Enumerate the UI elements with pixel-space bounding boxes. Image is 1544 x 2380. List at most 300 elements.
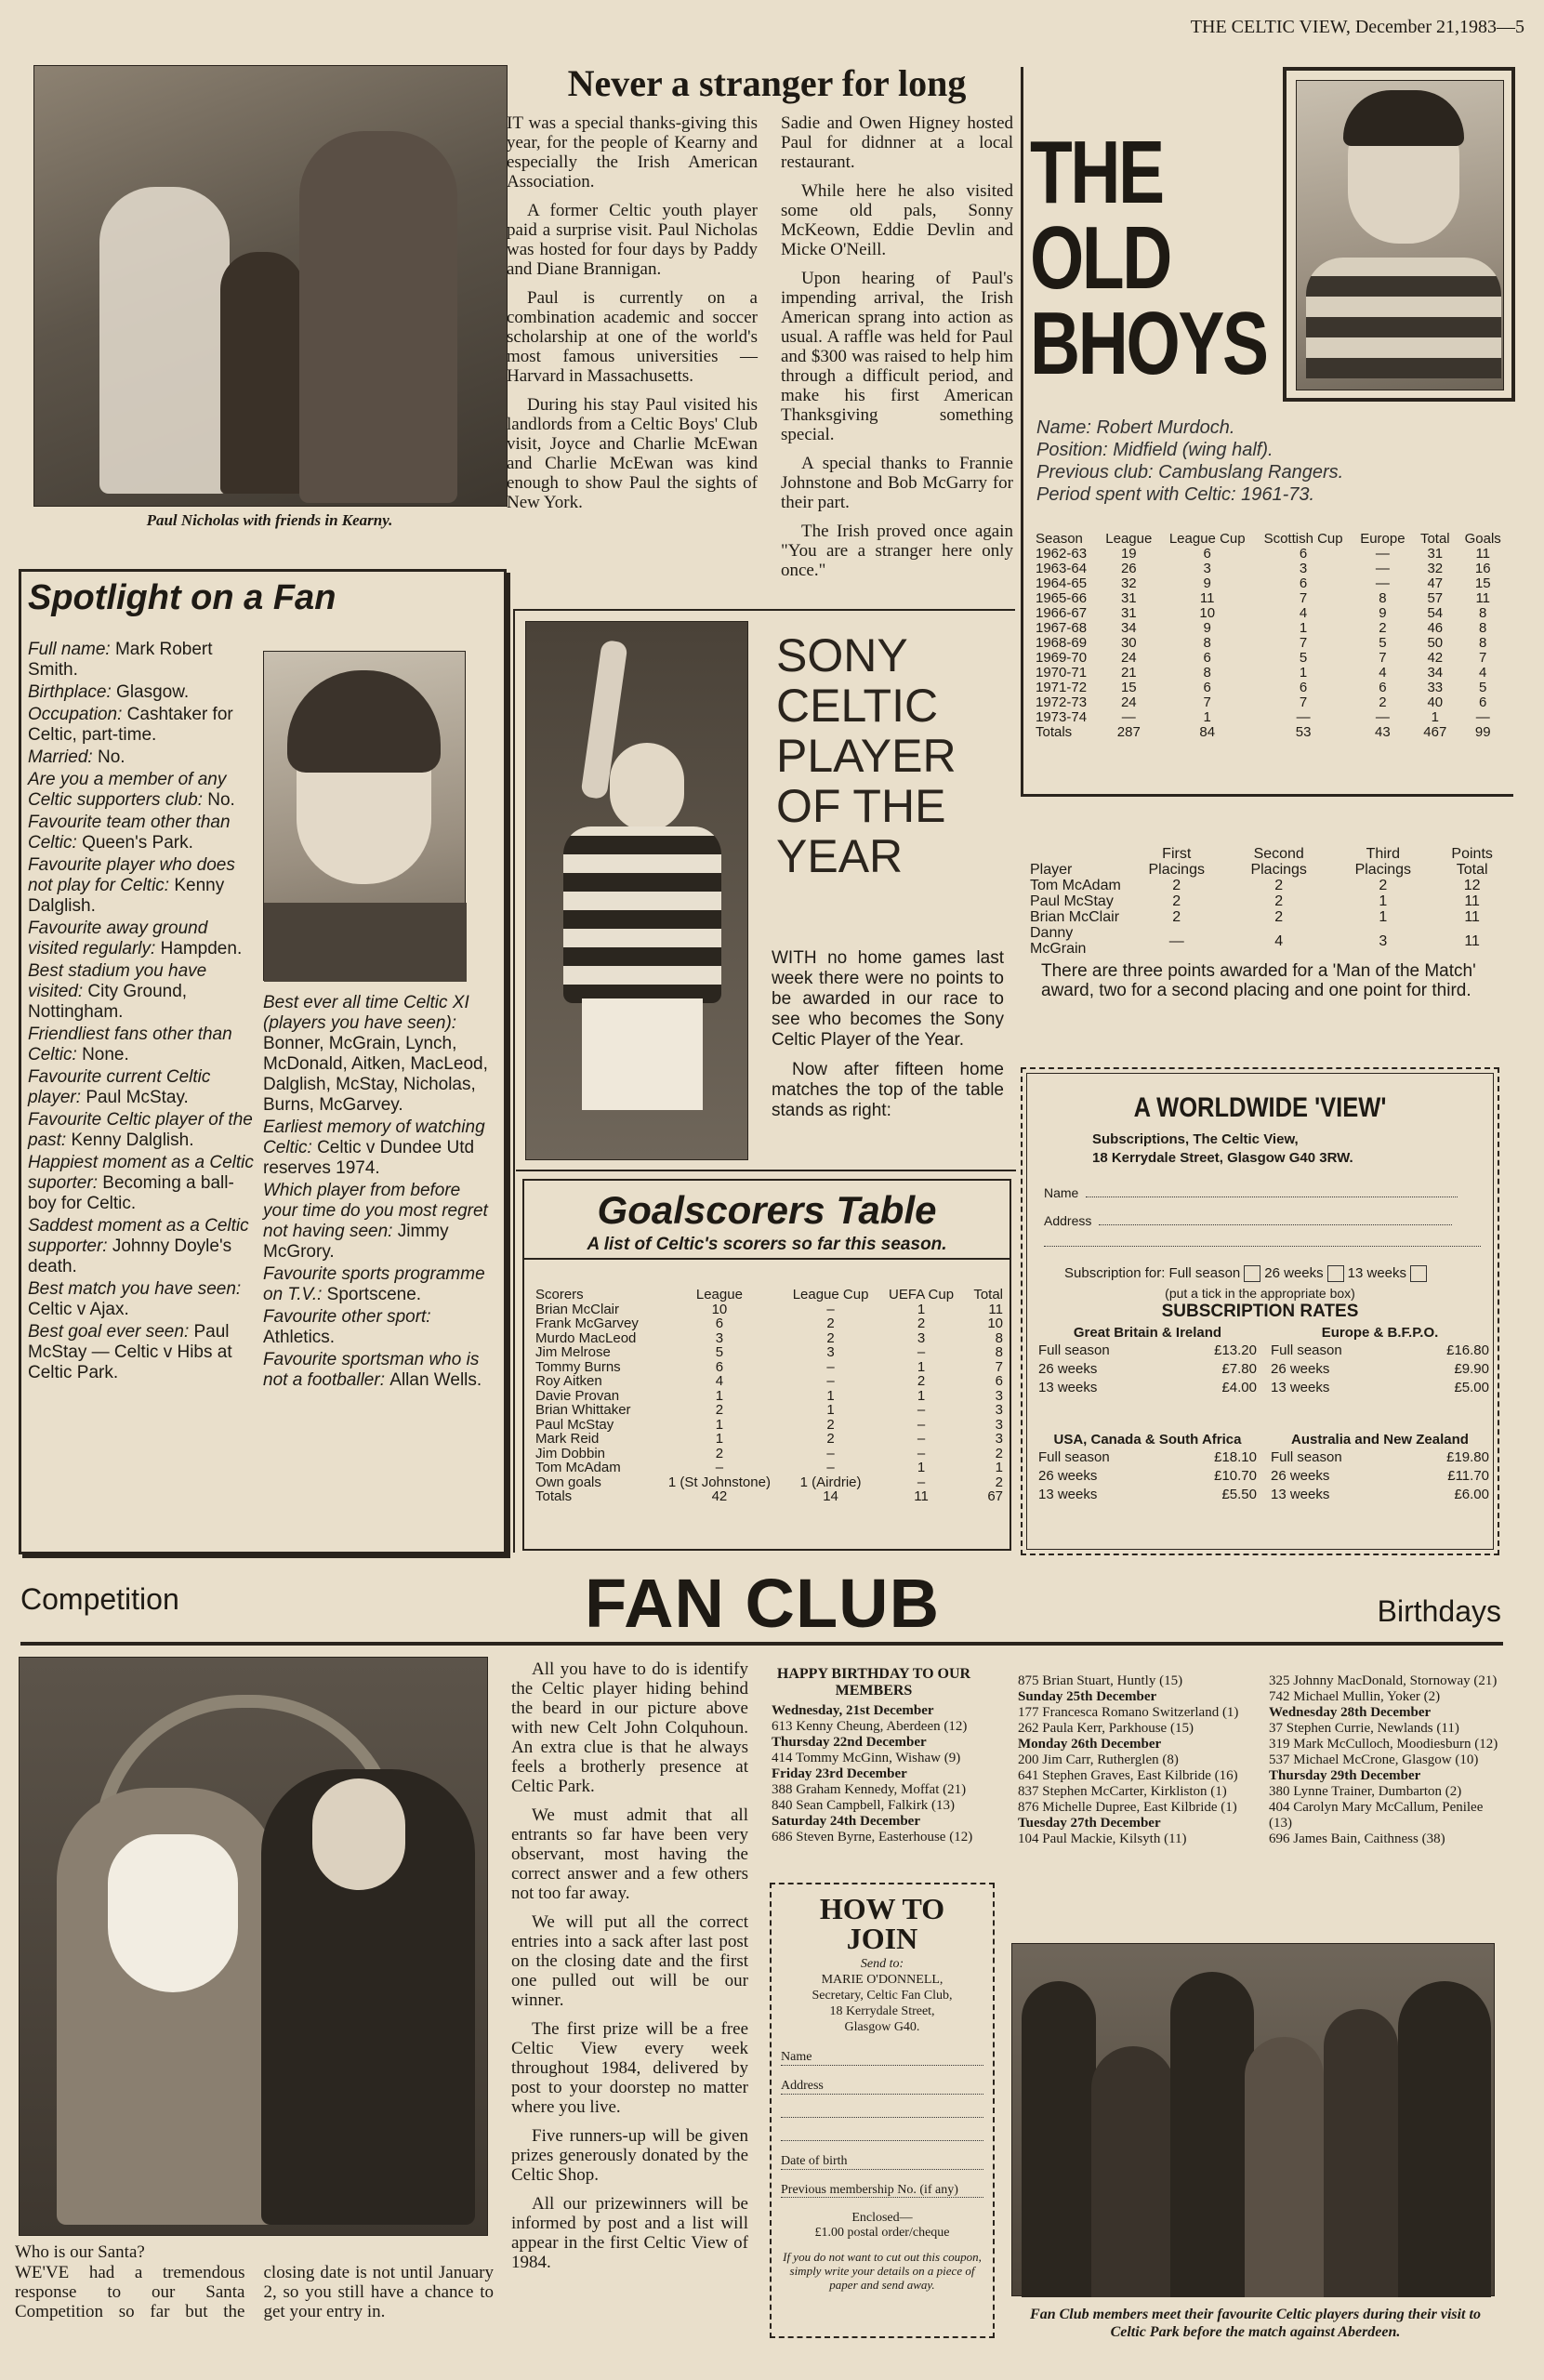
paragraph: WITH no home games last week there were no points to be awarded in our race to see who becomes the Sony Celtic Player of the Year.	[772, 948, 1004, 1050]
table-header: Second Placings	[1250, 846, 1307, 878]
qa-question: Best goal ever seen:	[28, 1322, 194, 1342]
region-name: Europe & B.F.P.O.	[1321, 1325, 1439, 1341]
qa-question: Best ever all time Celtic XI (players you have seen):	[263, 993, 469, 1033]
rate-line	[1271, 1448, 1489, 1467]
howto-note: If you do not want to cut out this coupon, simply write your details on a piece of paper and send away.	[783, 2250, 982, 2292]
table-cell: Own goals	[535, 1474, 601, 1490]
weeks13-checkbox[interactable]	[1410, 1265, 1427, 1282]
address-line: Secretary, Celtic Fan Club,	[812, 1989, 953, 2003]
table-cell: Roy Aitken	[535, 1373, 602, 1389]
qa-answer: No.	[97, 747, 125, 767]
spotlight-right-answers	[263, 993, 491, 1393]
table-cell: 1	[917, 1358, 926, 1375]
photo-shirt	[264, 903, 467, 982]
address-line	[1099, 1224, 1452, 1225]
qa-item	[28, 747, 256, 768]
address-line: MARIE O'DONNELL,	[821, 1973, 944, 1987]
rate-period: 13 weeks	[1038, 1487, 1098, 1502]
table-cell: 14	[823, 1488, 838, 1504]
table-cell: 1	[917, 1387, 926, 1404]
qa-item	[263, 1181, 491, 1263]
table-cell: 4	[715, 1373, 724, 1389]
photo-jersey	[563, 826, 721, 1003]
table-cell: 6	[1299, 546, 1308, 562]
sub-for-label: Subscription for: Full season	[1064, 1265, 1241, 1281]
birthday-entry: 414 Tommy McGinn, Wishaw (9)	[772, 1751, 961, 1765]
qa-question: Are you a member of any Celtic supporters club:	[28, 770, 227, 810]
table-cell: 99	[1474, 724, 1491, 740]
smith-photo	[263, 651, 466, 981]
howto-fields	[781, 2044, 983, 2198]
table-cell: Danny McGrain	[1030, 925, 1087, 957]
rate-price: £10.70	[1214, 1468, 1257, 1484]
murdoch-stats-table	[1030, 532, 1509, 740]
table-cell: 32	[1120, 575, 1137, 591]
table-cell: 10	[1199, 605, 1216, 621]
qa-item	[28, 813, 256, 853]
birthday-entry: 325 Johnny MacDonald, Stornoway (21)	[1269, 1673, 1498, 1688]
birthday-entry: 840 Sean Campbell, Falkirk (13)	[772, 1798, 956, 1813]
table-cell: 6	[1203, 680, 1211, 695]
qa-question: Favourite player who does not play for Celtic:	[28, 855, 235, 895]
table-cell: 6	[995, 1373, 1003, 1389]
table-cell: 3	[715, 1329, 724, 1346]
qa-answer: Paul McStay — Celtic v Hibs at Celtic Park.	[28, 1322, 232, 1382]
table-cell: 7	[1379, 650, 1387, 666]
photo-shorts	[582, 998, 703, 1110]
murdoch-photo	[1296, 80, 1504, 390]
birthday-entry: 104 Paul Mackie, Kilsyth (11)	[1018, 1831, 1187, 1846]
subscription-choice	[1064, 1265, 1431, 1282]
qa-item	[28, 1279, 256, 1320]
qa-answer: Sportscene.	[326, 1285, 422, 1304]
table-cell: 33	[1427, 680, 1444, 695]
qa-question: Favourite current Celtic player:	[28, 1067, 211, 1107]
column-rule	[513, 609, 1015, 611]
birthday-entry: 875 Brian Stuart, Huntly (15)	[1018, 1673, 1183, 1688]
sony-title	[776, 630, 1009, 881]
table-cell: 24	[1120, 694, 1137, 710]
profile-line: Previous club: Cambuslang Rangers.	[1036, 462, 1344, 483]
table-cell: 2	[995, 1474, 1003, 1490]
qa-answer: Athletics.	[263, 1328, 336, 1347]
table-cell: 1	[1431, 709, 1439, 725]
table-header: UEFA Cup	[889, 1287, 955, 1302]
weeks26-checkbox[interactable]	[1327, 1265, 1344, 1282]
table-row	[1030, 651, 1509, 666]
table-cell: 8	[995, 1344, 1003, 1360]
table-cell: 46	[1427, 620, 1444, 636]
table-cell: Tom McAdam	[535, 1460, 621, 1475]
old-bhoys-title	[1030, 123, 1267, 393]
table-cell: 31	[1120, 605, 1137, 621]
birthday-day: Thursday 29th December	[1269, 1768, 1421, 1783]
birthday-entry: 876 Michelle Dupree, East Kilbride (1)	[1018, 1800, 1237, 1815]
worldwide-addr2: 18 Kerrydale Street, Glasgow G40 3RW.	[1092, 1150, 1353, 1166]
rate-price: £11.70	[1447, 1468, 1489, 1484]
table-cell: 8	[1203, 635, 1211, 651]
santa-photo	[19, 1657, 488, 2236]
worldwide-title: A WORLDWIDE 'VIEW'	[1133, 1092, 1387, 1123]
rate-line	[1271, 1486, 1489, 1504]
table-cell: 9	[1379, 605, 1387, 621]
table-cell: 30	[1120, 635, 1137, 651]
howto-dob-field[interactable]: Date of birth	[781, 2141, 983, 2170]
worldwide-addr1: Subscriptions, The Celtic View,	[1092, 1131, 1299, 1147]
qa-question: Married:	[28, 747, 98, 767]
rate-line	[1271, 1379, 1489, 1397]
photo-figure	[299, 131, 457, 503]
table-cell: 8	[1203, 665, 1211, 681]
table-cell: 6	[1299, 575, 1308, 591]
birthday-entry: 537 Michael McCrone, Glasgow (10)	[1269, 1752, 1479, 1767]
paragraph: A former Celtic youth player paid a surprise visit. Paul Nicholas was hosted for four days by Paddy and Diane Brannigan.	[507, 201, 758, 279]
qa-question: Friendliest fans other than Celtic:	[28, 1025, 232, 1064]
table-row	[1030, 606, 1509, 621]
qa-answer: Hampden.	[160, 939, 243, 959]
rate-line	[1038, 1448, 1257, 1467]
qa-item	[28, 1110, 256, 1151]
table-cell: 1970-71	[1036, 665, 1088, 681]
qa-item	[28, 1216, 256, 1277]
santa-caption-head: Who is our Santa?	[15, 2242, 145, 2262]
table-cell: 53	[1295, 724, 1312, 740]
qa-question: Earliest memory of watching Celtic:	[263, 1117, 485, 1157]
rate-price: £13.20	[1214, 1342, 1257, 1358]
table-cell: 2	[917, 1316, 926, 1331]
table-cell: —	[1296, 709, 1311, 725]
table-row	[530, 1345, 1009, 1360]
rate-period: 13 weeks	[1271, 1487, 1330, 1502]
paragraph: The Irish proved once again "You are a stranger here only once."	[781, 522, 1013, 580]
table-cell: 32	[1427, 561, 1444, 576]
table-cell: –	[917, 1431, 926, 1447]
table-cell: —	[1475, 709, 1490, 725]
table-cell: 2	[1172, 909, 1181, 925]
table-header: Goals	[1464, 531, 1501, 547]
enclosed-line: £1.00 postal order/cheque	[814, 2226, 950, 2240]
table-header: Player	[1030, 862, 1073, 878]
title-line: OF THE	[776, 780, 946, 832]
howto-address-line[interactable]	[781, 2095, 983, 2118]
table-cell: 43	[1375, 724, 1391, 740]
table-cell: 19	[1120, 546, 1137, 562]
table-cell: 3	[826, 1344, 835, 1360]
birthdays-label: Birthdays	[1377, 1594, 1501, 1628]
name-label: Name	[1044, 1185, 1079, 1200]
table-cell: 1965-66	[1036, 590, 1088, 606]
birthday-entry: 388 Graham Kennedy, Moffat (21)	[772, 1782, 967, 1797]
table-cell: 1	[1299, 620, 1308, 636]
santa-text: WE'VE had a tremendous response to our Santa Competition so far but the closing date is not until January 2, so you still have a chance to get your entry in.	[15, 2263, 494, 2321]
rate-period: Full season	[1271, 1449, 1342, 1465]
fanclub-title: FAN CLUB	[584, 1565, 941, 1642]
howto-address-line[interactable]	[781, 2118, 983, 2141]
rate-line	[1038, 1379, 1257, 1397]
howto-address-field[interactable]: Address	[781, 2066, 983, 2095]
table-cell: 11	[914, 1488, 929, 1504]
table-cell: –	[826, 1358, 835, 1375]
paragraph: A special thanks to Frannie Johnstone and Bob McGarry for their part.	[781, 454, 1013, 512]
coupon-inner	[1026, 1073, 1494, 1550]
table-row	[530, 1418, 1009, 1433]
table-cell: 6	[715, 1316, 724, 1331]
murdoch-photo-frame	[1283, 67, 1515, 402]
birthday-entry: 641 Stephen Graves, East Kilbride (16)	[1018, 1768, 1238, 1783]
table-row	[1030, 562, 1509, 576]
address-line: 18 Kerrydale Street,	[829, 2004, 935, 2018]
qa-answer: Becoming a ball-boy for Celtic.	[28, 1173, 234, 1213]
table-cell: 1971-72	[1036, 680, 1088, 695]
birthday-entry: 177 Francesca Romano Switzerland (1)	[1018, 1705, 1239, 1720]
table-cell: –	[826, 1460, 835, 1475]
table-cell: –	[917, 1416, 926, 1433]
table-header: Scorers	[535, 1287, 584, 1302]
coupon-name-field[interactable]	[1044, 1185, 1481, 1200]
table-cell: 11	[1199, 590, 1215, 606]
qa-item	[263, 1117, 491, 1179]
birthday-entry: 262 Paula Kerr, Parkhouse (15)	[1018, 1721, 1194, 1736]
table-row	[530, 1489, 1009, 1504]
qa-question: Saddest moment as a Celtic supporter:	[28, 1216, 249, 1256]
paragraph: All our prizewinners will be informed by post and a list will appear in the first Celtic View of 1984.	[511, 2194, 748, 2272]
birthday-entry: 686 Steven Byrne, Easterhouse (12)	[772, 1830, 973, 1844]
table-cell: 31	[1120, 590, 1137, 606]
qa-item	[28, 1322, 256, 1383]
rate-region	[1038, 1432, 1257, 1504]
birthday-day: Sunday 25th December	[1018, 1689, 1157, 1704]
table-row	[1024, 878, 1512, 893]
table-cell: 11	[1464, 932, 1480, 949]
rate-period: 26 weeks	[1271, 1361, 1330, 1377]
table-cell: Paul McStay	[535, 1416, 614, 1433]
worldwide-coupon	[1021, 1067, 1499, 1555]
table-cell: Brian McClair	[535, 1301, 620, 1317]
qa-item	[28, 1025, 256, 1065]
table-cell: 5	[715, 1344, 724, 1360]
table-cell: 5	[1379, 635, 1387, 651]
qa-answer: Bonner, McGrain, Lynch, McDonald, Aitken, MacLeod, Dalglish, McStay, Nicholas, Burns, McGarvey.	[263, 1034, 488, 1115]
table-cell: 8	[1479, 620, 1487, 636]
table-cell: 5	[1299, 650, 1308, 666]
table-cell: 15	[1120, 680, 1137, 695]
table-cell: 1969-70	[1036, 650, 1088, 666]
birthdays-col2	[1018, 1673, 1264, 1847]
table-cell: 5	[1479, 680, 1487, 695]
goalscorers-table	[530, 1288, 1009, 1504]
qa-item	[28, 919, 256, 959]
qa-question: Best match you have seen:	[28, 1279, 242, 1299]
qa-item	[263, 1350, 491, 1391]
birthday-entry: 37 Stephen Currie, Newlands (11)	[1269, 1721, 1459, 1736]
table-row	[530, 1316, 1009, 1331]
kearny-photo	[33, 65, 508, 507]
rate-line	[1038, 1467, 1257, 1486]
qa-answer: Jimmy McGrory.	[263, 1222, 449, 1262]
birthday-entry: 404 Carolyn Mary McCallum, Penilee (13)	[1269, 1800, 1484, 1831]
rate-period: 26 weeks	[1271, 1468, 1330, 1484]
rates-title: SUBSCRIPTION RATES	[1161, 1302, 1359, 1321]
qa-answer: City Ground, Nottingham.	[28, 982, 188, 1022]
paragraph: Paul is currently on a combination academic and soccer scholarship at one of the world's most famous universities — Harvard in Massachusetts.	[507, 288, 758, 386]
table-header: League Cup	[792, 1287, 869, 1302]
table-row	[1030, 621, 1509, 636]
qa-answer: Johnny Doyle's death.	[28, 1236, 232, 1276]
table-cell: 57	[1427, 590, 1444, 606]
table-cell: 1	[715, 1387, 724, 1404]
table-cell: 6	[715, 1358, 724, 1375]
address-label: Address	[1044, 1213, 1092, 1228]
table-cell: 1	[1379, 909, 1388, 925]
title-line: YEAR	[776, 830, 904, 882]
rate-price: £5.00	[1454, 1380, 1489, 1395]
paragraph: During his stay Paul visited his landlords from a Celtic Boys' Club visit, Joyce and Charlie McEwan and Charlie McEwan was kind enough to show Paul the sights of New York.	[507, 395, 758, 512]
rate-period: 13 weeks	[1038, 1380, 1098, 1395]
table-cell: 3	[1379, 932, 1388, 949]
table-cell: —	[1375, 709, 1390, 725]
table-row	[530, 1374, 1009, 1389]
birthday-day: Saturday 24th December	[772, 1814, 920, 1829]
paragraph: Sadie and Owen Higney hosted Paul for didnner at a local restaurant.	[781, 113, 1013, 172]
birthday-day: Thursday 22nd December	[772, 1735, 927, 1750]
table-cell: 40	[1427, 694, 1444, 710]
photo-figure	[1170, 1972, 1254, 2297]
rate-price: £7.80	[1221, 1361, 1257, 1377]
fanclub-rule	[20, 1642, 1503, 1646]
table-cell: 1962-63	[1036, 546, 1088, 562]
table-cell: —	[1375, 546, 1390, 562]
table-row	[1030, 666, 1509, 681]
paragraph: Five runners-up will be given prizes generously donated by the Celtic Shop.	[511, 2126, 748, 2185]
table-cell: 1968-69	[1036, 635, 1088, 651]
table-row	[530, 1447, 1009, 1461]
table-cell: 7	[1203, 694, 1211, 710]
qa-answer: No.	[207, 790, 235, 810]
table-cell: 1	[826, 1402, 835, 1418]
qa-answer: Kenny Dalglish.	[28, 876, 225, 916]
table-cell: 1 (Airdrie)	[799, 1474, 862, 1490]
how-to-join-coupon	[770, 1883, 995, 2338]
birthday-entry: 696 James Bain, Caithness (38)	[1269, 1831, 1445, 1846]
birthday-entry: 837 Stephen McCarter, Kirkliston (1)	[1018, 1784, 1227, 1799]
table-cell: –	[826, 1445, 835, 1461]
table-cell: Brian Whittaker	[535, 1402, 631, 1418]
column-rule	[516, 1170, 1016, 1171]
paragraph: Now after fifteen home matches the top of the table stands as right:	[772, 1060, 1004, 1120]
rate-period: 26 weeks	[1038, 1468, 1098, 1484]
page-header: THE CELTIC VIEW, December 21,1983—5	[1190, 17, 1524, 37]
rate-period: Full season	[1038, 1449, 1110, 1465]
table-cell: 7	[1299, 590, 1308, 606]
table-cell: 11	[1464, 909, 1480, 925]
table-cell: 2	[1274, 893, 1284, 909]
photo-beard	[108, 1834, 238, 1992]
coupon-address-field[interactable]	[1044, 1213, 1481, 1228]
table-cell: 1963-64	[1036, 561, 1088, 576]
table-cell: 2	[1172, 893, 1181, 909]
table-cell: 1972-73	[1036, 694, 1088, 710]
column-rule	[513, 609, 515, 1553]
table-cell: –	[826, 1373, 835, 1389]
table-cell: –	[917, 1402, 926, 1418]
table-header: League	[695, 1287, 743, 1302]
table-row	[1030, 681, 1509, 695]
table-cell: 467	[1423, 724, 1447, 740]
rate-line	[1271, 1467, 1489, 1486]
table-row	[1024, 925, 1512, 957]
table-cell: 7	[1299, 635, 1308, 651]
table-cell: 8	[1379, 590, 1387, 606]
photo-hair	[1343, 90, 1464, 146]
qa-item	[263, 993, 491, 1116]
table-cell: 9	[1203, 575, 1211, 591]
table-cell: 24	[1120, 650, 1137, 666]
table-cell: Mark Reid	[535, 1431, 600, 1447]
table-cell: 3	[995, 1416, 1003, 1433]
rate-line	[1271, 1360, 1489, 1379]
full-season-checkbox[interactable]	[1244, 1265, 1260, 1282]
title-line: BHOYS	[1030, 294, 1267, 393]
paragraph: We will put all the correct entries into a sack after last post on the closing date and the first one pulled out will be our winner.	[511, 1912, 748, 2010]
competition-label: Competition	[20, 1582, 179, 1616]
table-cell: 67	[987, 1488, 1003, 1504]
table-cell: Jim Melrose	[535, 1344, 611, 1360]
birthday-day: Friday 23rd December	[772, 1766, 907, 1781]
table-cell: 2	[917, 1373, 926, 1389]
qa-question: Happiest moment as a Celtic suporter:	[28, 1153, 254, 1193]
rate-region	[1271, 1325, 1489, 1397]
howto-membership-field[interactable]: Previous membership No. (if any)	[781, 2170, 983, 2198]
qa-item	[28, 640, 256, 681]
table-row	[1030, 695, 1509, 710]
table-cell: 8	[995, 1329, 1003, 1346]
qa-question: Best stadium you have visited:	[28, 961, 207, 1001]
table-cell: 54	[1427, 605, 1444, 621]
table-cell: 1964-65	[1036, 575, 1088, 591]
table-cell: —	[1375, 561, 1390, 576]
rate-period: 13 weeks	[1271, 1380, 1330, 1395]
table-cell: 6	[1203, 650, 1211, 666]
table-header: Third Placings	[1354, 846, 1412, 878]
rate-period: Full season	[1038, 1342, 1110, 1358]
table-cell: 3	[917, 1329, 926, 1346]
table-cell: 1	[917, 1460, 926, 1475]
howto-name-field[interactable]: Name	[781, 2044, 983, 2066]
birthday-day: Monday 26th December	[1018, 1737, 1162, 1752]
birthday-title: HAPPY BIRTHDAY TO OUR MEMBERS	[776, 1666, 971, 1699]
birthday-day: Tuesday 27th December	[1018, 1816, 1161, 1831]
qa-answer: Mark Robert Smith.	[28, 640, 213, 680]
table-cell: 2	[1274, 878, 1284, 893]
profile-line: Name: Robert Murdoch.	[1036, 417, 1235, 438]
qa-item	[28, 770, 256, 811]
table-cell: Totals	[1036, 724, 1073, 740]
table-cell: 1 (St Johnstone)	[667, 1474, 771, 1490]
title-line: THE	[1030, 123, 1163, 222]
qa-answer: Allan Wells.	[389, 1370, 482, 1390]
table-cell: 2	[1379, 620, 1387, 636]
table-cell: 8	[1479, 635, 1487, 651]
photo-figure	[99, 187, 230, 494]
table-cell: 3	[1299, 561, 1308, 576]
birthday-entry: 200 Jim Carr, Rutherglen (8)	[1018, 1752, 1179, 1767]
fanclub-group-photo	[1011, 1943, 1495, 2296]
table-cell: 9	[1203, 620, 1211, 636]
table-cell: 2	[826, 1416, 835, 1433]
table-cell: 2	[1172, 878, 1181, 893]
title-line: PLAYER	[776, 730, 957, 782]
photo-figure	[1245, 2037, 1324, 2297]
